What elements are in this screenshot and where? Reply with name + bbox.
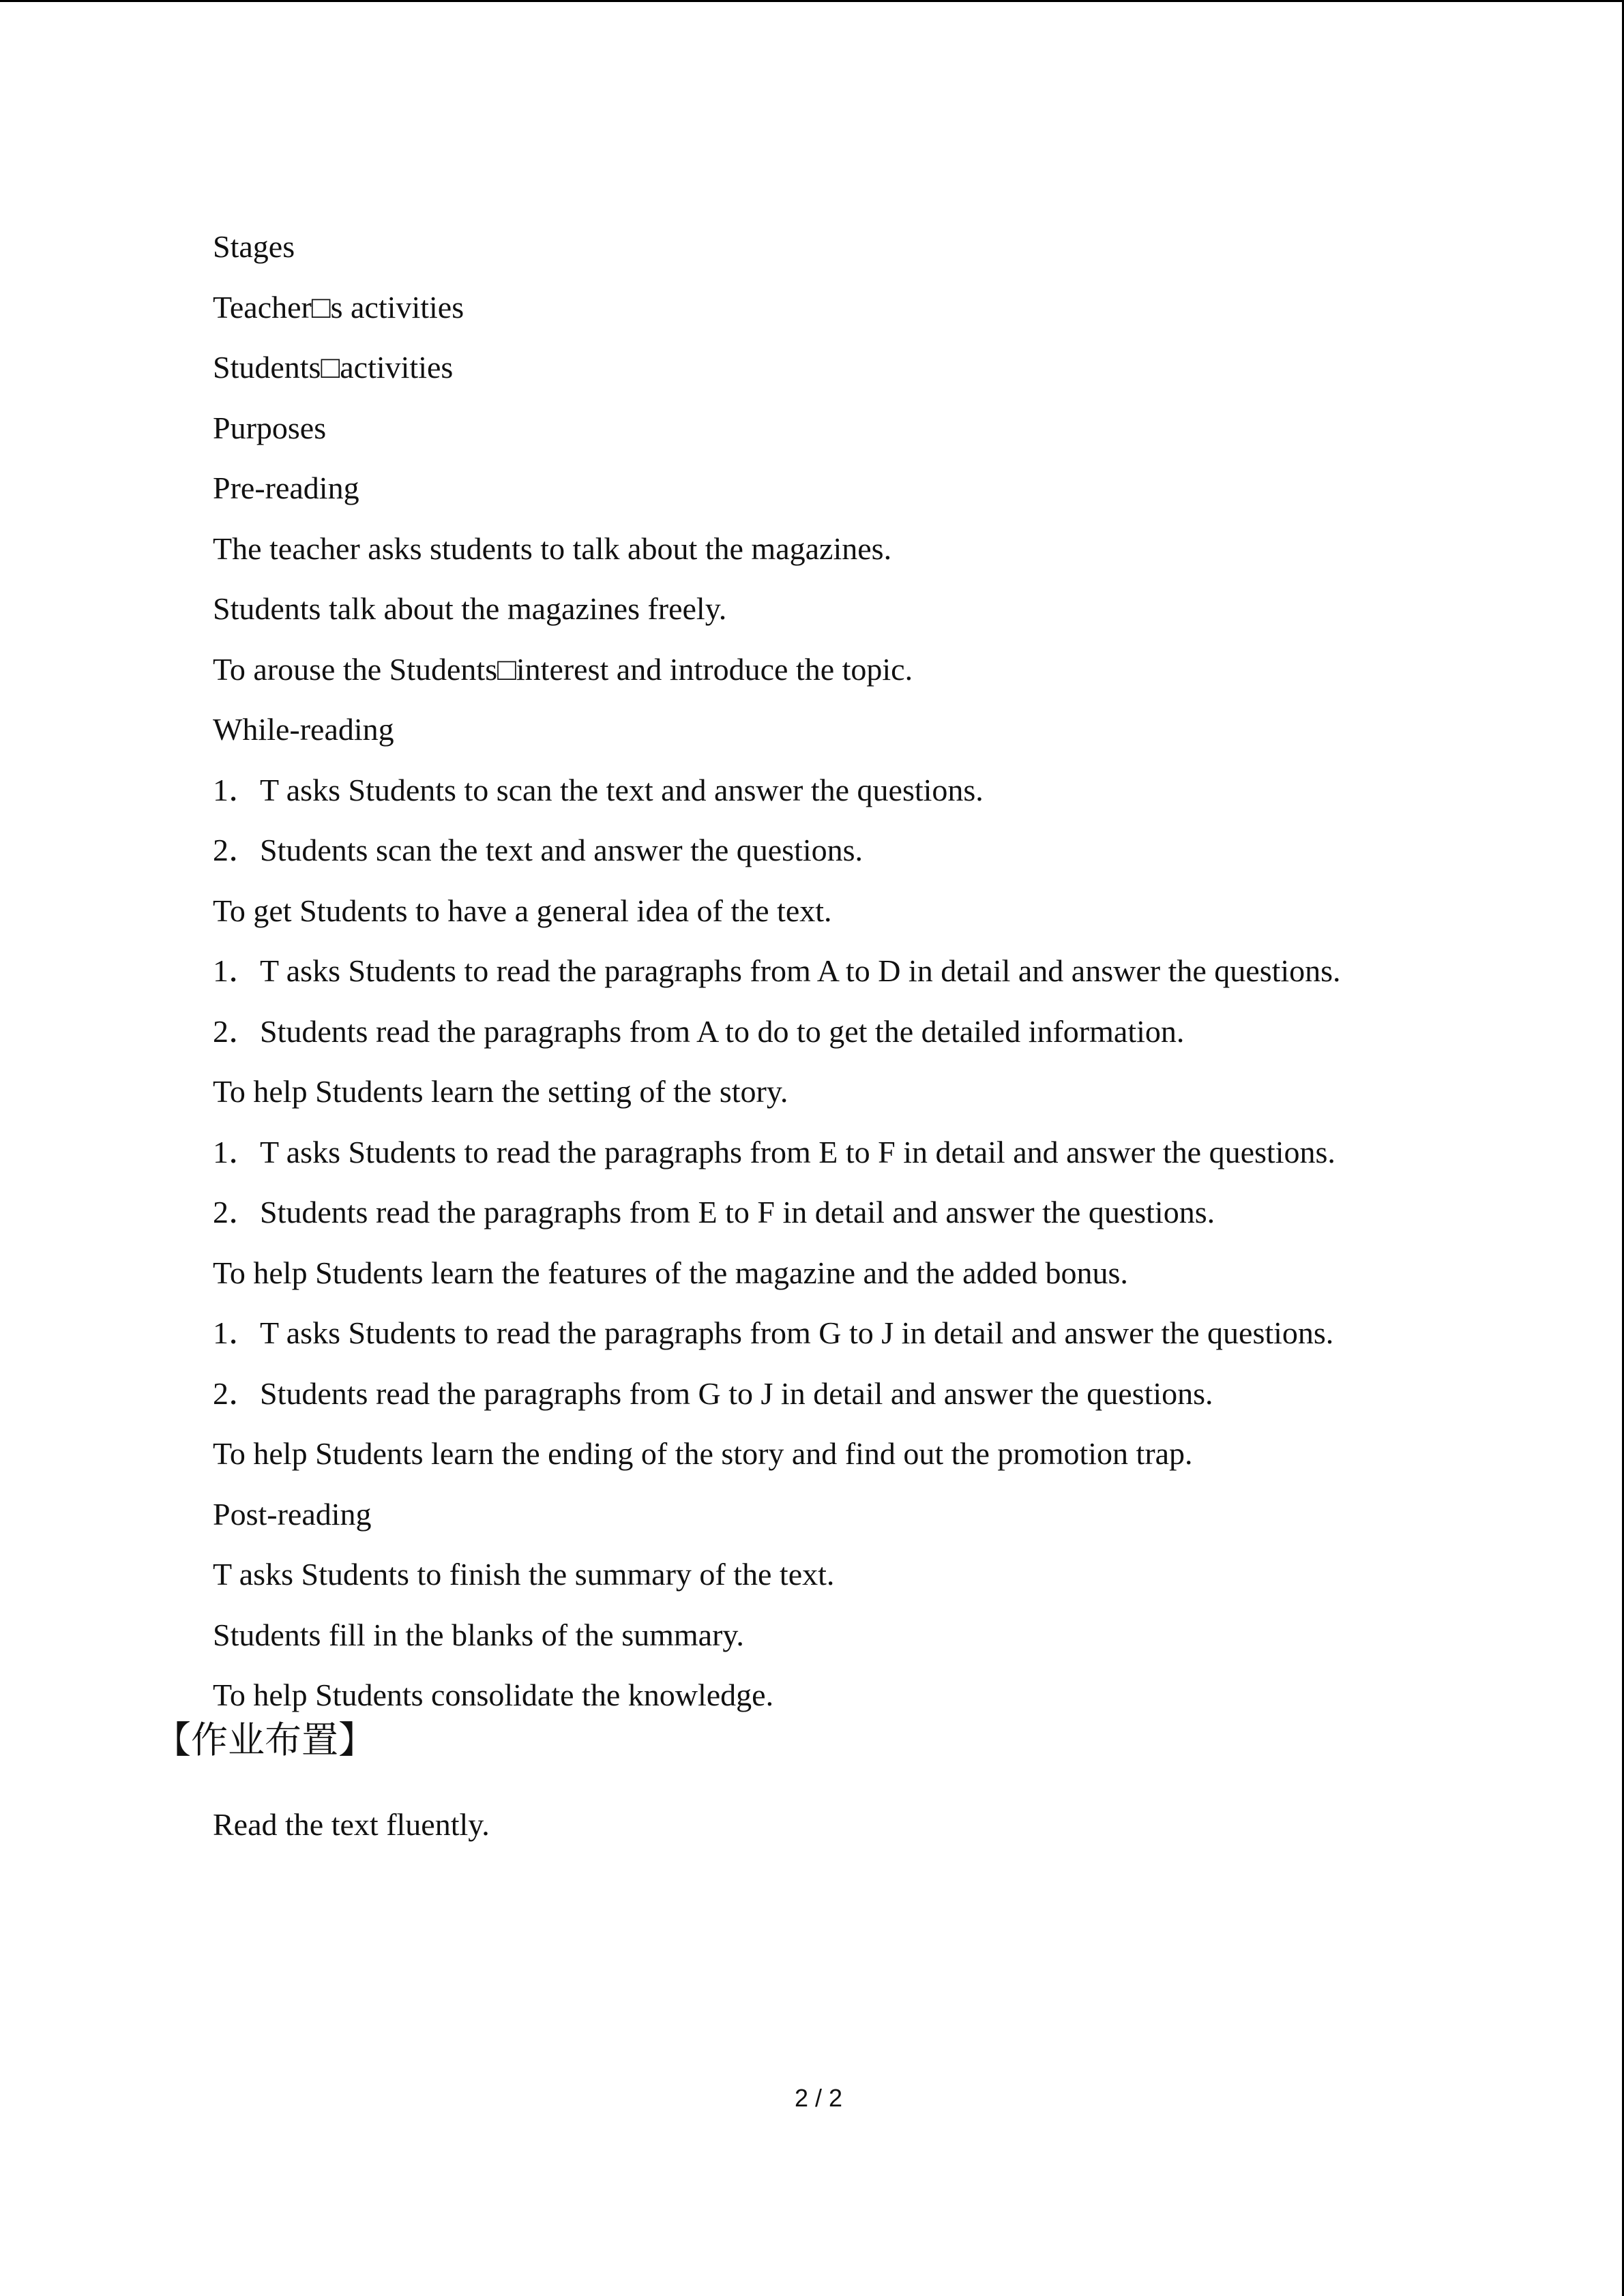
line-ad-teacher: 1．T asks Students to read the paragraphs from A to D in detail and answer the questions.: [213, 953, 1341, 988]
line-while-reading: While-reading: [213, 712, 394, 747]
line-stages: Stages: [213, 229, 295, 264]
lesson-table-text: [213, 217, 1509, 1726]
line-purposes: Purposes: [213, 410, 327, 445]
line-post-reading: Post-reading: [213, 1496, 372, 1532]
homework-text: Read the text fluently.: [213, 1807, 490, 1842]
line-pre-reading: Pre-reading: [213, 471, 359, 505]
line-gj-purpose: To help Students learn the ending of the story and find out the promotion trap.: [213, 1436, 1193, 1471]
line-ef-purpose: To help Students learn the features of the magazine and the added bonus.: [213, 1255, 1128, 1290]
line-pre-purpose: To arouse the Students□interest and introduce the topic.: [213, 651, 913, 687]
line-scan-students: 2．Students scan the text and answer the questions.: [213, 833, 863, 867]
line-ad-students: 2．Students read the paragraphs from A to do to get the detailed information.: [213, 1013, 1185, 1049]
line-post-purpose: To help Students consolidate the knowledge.: [213, 1678, 774, 1712]
line-teacher-activities: Teacher□s activities: [213, 289, 464, 325]
line-ad-purpose: To help Students learn the setting of the story.: [213, 1074, 788, 1109]
line-students-activities: Students□activities: [213, 350, 454, 385]
line-pre-teacher: The teacher asks students to talk about the magazines.: [213, 531, 892, 566]
line-ef-teacher: 1．T asks Students to read the paragraphs from E to F in detail and answer the questions.: [213, 1134, 1335, 1169]
line-post-students: Students fill in the blanks of the summary.: [213, 1617, 744, 1652]
line-post-teacher: T asks Students to finish the summary of the text.: [213, 1557, 835, 1592]
line-scan-teacher: 1．T asks Students to scan the text and answer the questions.: [213, 772, 984, 807]
line-scan-purpose: To get Students to have a general idea of the text.: [213, 893, 832, 928]
line-pre-students: Students talk about the magazines freely.: [213, 591, 727, 626]
page-number: 2 / 2: [794, 2084, 843, 2112]
line-gj-students: 2．Students read the paragraphs from G to J in detail and answer the questions.: [213, 1375, 1213, 1411]
line-ef-students: 2．Students read the paragraphs from E to F in detail and answer the questions.: [213, 1195, 1215, 1229]
line-gj-teacher: 1．T asks Students to read the paragraphs from G to J in detail and answer the questions.: [213, 1315, 1334, 1350]
homework-heading: 【作业布置】: [154, 1718, 375, 1761]
